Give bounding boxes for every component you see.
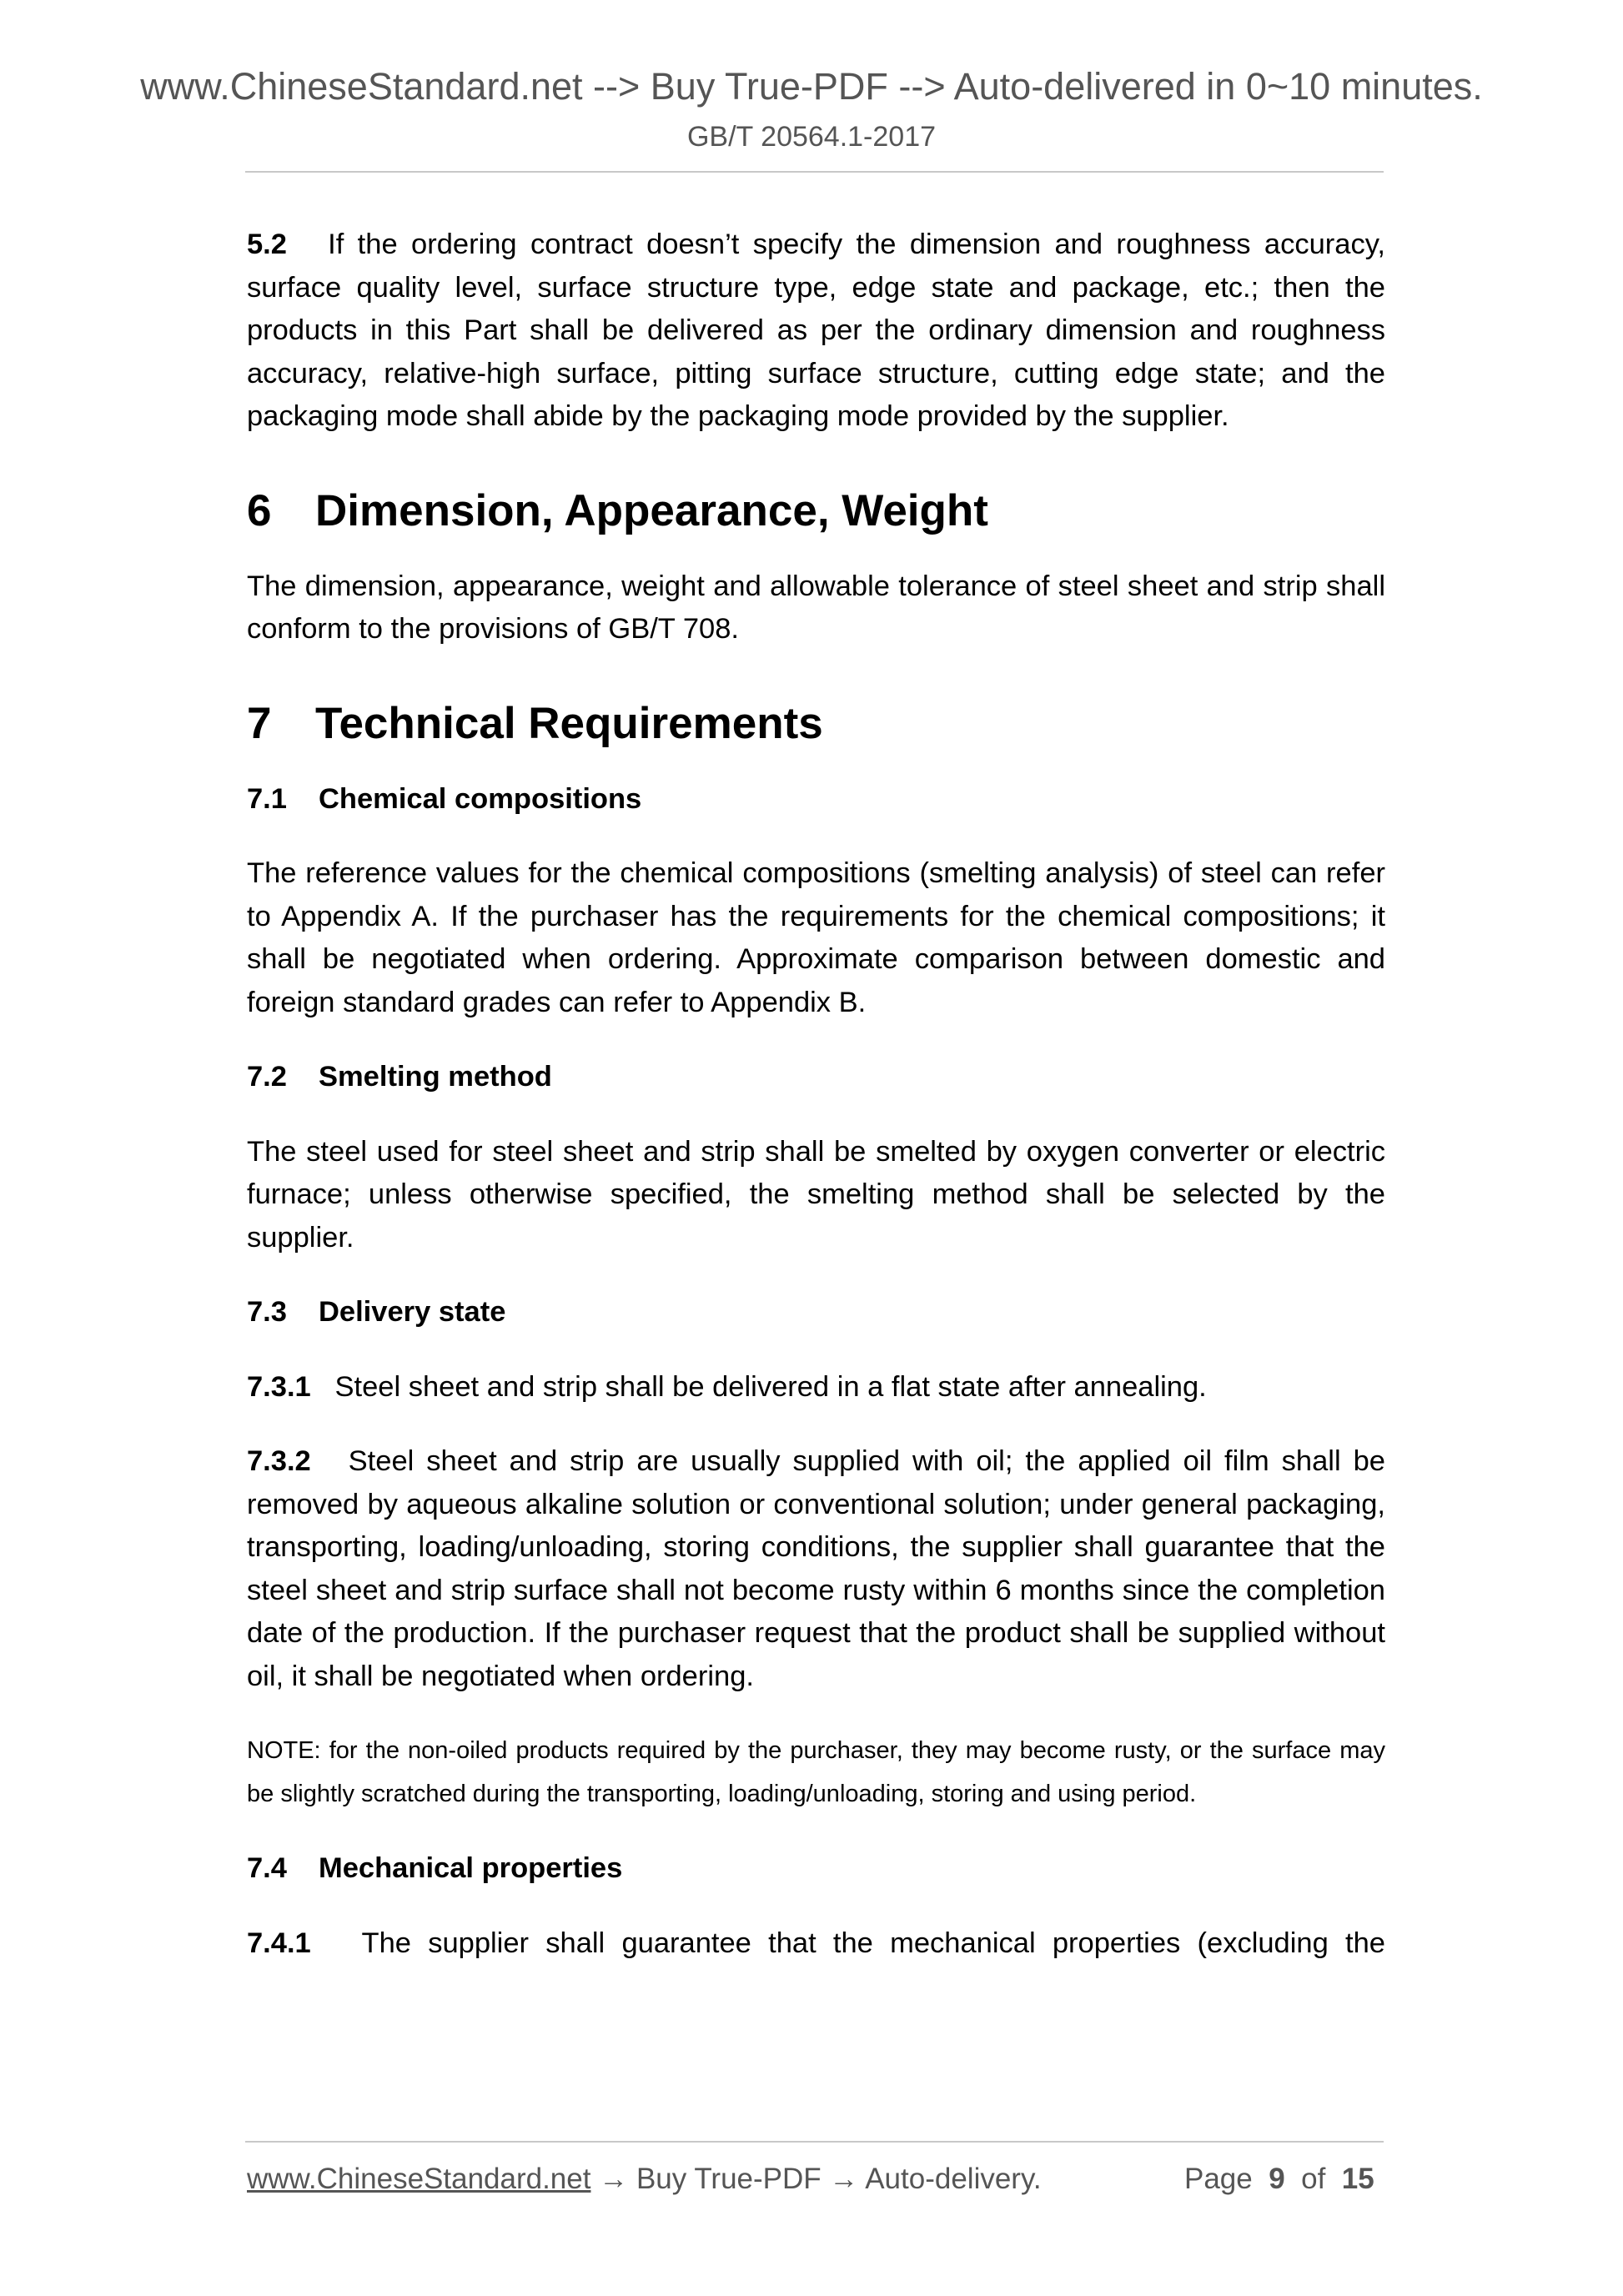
section-number: 7.3 <box>247 1296 287 1328</box>
clause-number: 5.2 <box>247 229 287 260</box>
section-title: Mechanical properties <box>319 1852 623 1884</box>
footer-divider <box>245 2141 1384 2143</box>
section-7-heading <box>247 697 1385 751</box>
section-number: 7.1 <box>247 782 287 815</box>
clause-number: 7.4.1 <box>247 1927 311 1959</box>
arrow-right-icon: → <box>599 2163 629 2195</box>
section-7-4-heading <box>247 1847 1385 1891</box>
of-label: of <box>1301 2163 1326 2195</box>
clause-7-3-2 <box>247 1440 1385 1698</box>
clause-text: Steel sheet and strip shall be delivered in a flat state after annealing. <box>334 1370 1207 1403</box>
header-divider <box>245 171 1384 173</box>
section-6-heading <box>247 485 1385 538</box>
section-7-1-heading <box>247 778 1385 821</box>
arrow-right-icon: → <box>829 2163 859 2195</box>
section-title: Technical Requirements <box>315 698 823 748</box>
page-footer <box>247 2158 1385 2200</box>
clause-7-3-1 <box>247 1366 1385 1409</box>
section-7-3-heading <box>247 1291 1385 1334</box>
clause-5-2 <box>247 224 1385 439</box>
section-7-2-text: The steel used for steel sheet and strip shall be smelted by oxygen converter or electric furnace; unless otherwise specified, the smelting method shall be selected by the supplier. <box>247 1135 1385 1254</box>
footer-delivery-text: Auto-delivery. <box>865 2163 1042 2195</box>
note-text: NOTE: for the non-oiled products required by the purchaser, they may become rusty, or the surface may be slightly scratched during the transporting, loading/unloading, storing and using period. <box>247 1737 1385 1807</box>
clause-7-4-1 <box>247 1922 1385 1966</box>
page-number: 9 <box>1269 2163 1285 2195</box>
section-title: Delivery state <box>319 1296 506 1328</box>
section-number: 6 <box>247 485 272 535</box>
page-content <box>247 224 1385 1965</box>
clause-text: If the ordering contract doesn’t specify the dimension and roughness accuracy, surface quality level, surface structure type, edge state and package, etc.; then the products in this Part shall be delivered as per the ordinary dimension and roughness accuracy, relative-high surface, pitting surface structure, cutting edge state; and the packaging mode shall abide by the packaging mode provided by the supplier. <box>247 229 1385 432</box>
clause-text: The supplier shall guarantee that the mechanical properties (excluding the <box>361 1927 1385 1959</box>
section-title: Dimension, Appearance, Weight <box>315 485 988 535</box>
section-7-2-heading <box>247 1056 1385 1099</box>
section-number: 7.2 <box>247 1061 287 1093</box>
section-title: Chemical compositions <box>319 782 642 815</box>
section-number: 7.4 <box>247 1852 287 1884</box>
clause-number: 7.3.1 <box>247 1370 311 1403</box>
section-number: 7 <box>247 698 272 748</box>
standard-number: GB/T 20564.1-2017 <box>686 121 937 153</box>
section-title: Smelting method <box>319 1061 552 1093</box>
header-banner: www.ChineseStandard.net --> Buy True-PDF --> Auto-delivered in 0~10 minutes. <box>140 65 1483 108</box>
footer-website-link[interactable]: www.ChineseStandard.net <box>247 2163 591 2195</box>
page-total: 15 <box>1341 2163 1374 2195</box>
footer-buy-text: Buy True-PDF <box>636 2163 822 2195</box>
clause-number: 7.3.2 <box>247 1445 311 1477</box>
clause-text: Steel sheet and strip are usually supplied with oil; the applied oil film shall be removed by aqueous alkaline solution or conventional solution; under general packaging, transporting, loading/unloading, storing conditions, the supplier shall guarantee that the steel sheet and strip surface shall not become rusty within 6 months since the completion date of the production. If the purchaser request that the product shall be supplied without oil, it shall be negotiated when ordering. <box>247 1445 1385 1692</box>
page-label: Page <box>1184 2163 1253 2195</box>
section-7-1-text: The reference values for the chemical compositions (smelting analysis) of steel can refer to Appendix A. If the purchaser has the requirements for the chemical compositions; it shall be negotiated when ordering. Approximate comparison between domestic and foreign standard grades can refer to Appendix B. <box>247 857 1385 1018</box>
section-6-text: The dimension, appearance, weight and allowable tolerance of steel sheet and strip shall conform to the provisions of GB/T 708. <box>247 570 1385 645</box>
page-indicator <box>1184 2158 1374 2200</box>
